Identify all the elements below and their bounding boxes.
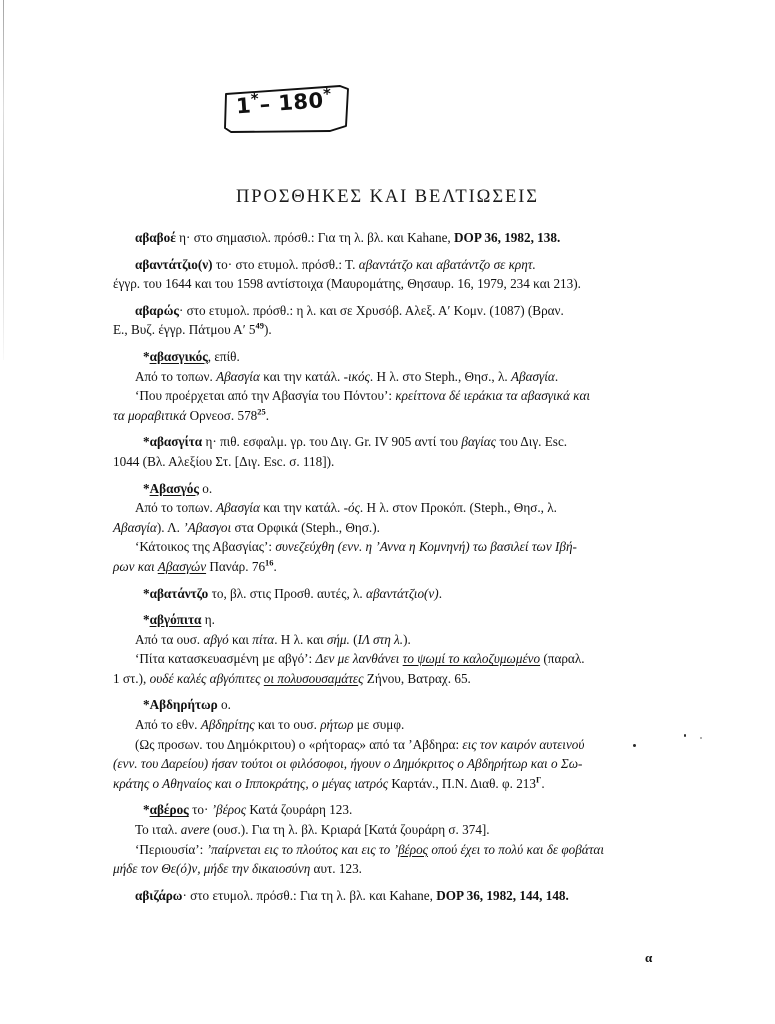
entry-body-text: η.	[201, 612, 215, 628]
folio-mark: α	[645, 950, 653, 965]
dictionary-entry	[113, 800, 658, 878]
citation-text: ’βέρος	[211, 802, 247, 818]
citation-text: ουδέ καλές αβγόπιτες	[149, 670, 264, 686]
entry-body-text: ). Λ.	[156, 519, 184, 535]
entry-body-text: ‘Κάτοικος της Αβασγίας’:	[135, 539, 276, 555]
entry-body-text: και το ουσ.	[254, 717, 321, 733]
entry-body-text: έγγρ. του 1644 και του 1598 αντίστοιχα (Μαυρομάτης, Θησαυρ. 16, 1979, 234 και 213).	[113, 276, 581, 292]
entry-text-line	[113, 452, 658, 472]
scan-speck	[633, 744, 636, 747]
entry-body-text: αυτ. 123.	[313, 861, 362, 877]
entry-text-line	[113, 754, 658, 774]
entry-body-text: .	[541, 775, 545, 791]
entry-body-text: το· στο ετυμολ. πρόσθ.: Τ.	[212, 256, 359, 272]
citation-text: το ψωμί το καλοζυμωμένο	[402, 651, 541, 667]
entry-text-line	[113, 320, 658, 340]
entry-body-text: .	[273, 558, 277, 574]
citation-text: σήμ.	[326, 631, 350, 647]
entry-headword: αβιζάρω	[135, 887, 183, 903]
superscript-reference: 16	[265, 557, 274, 568]
entry-text-line	[113, 367, 658, 387]
handwritten-annotation	[222, 82, 354, 134]
citation-text: Αβασγών	[157, 558, 207, 574]
entry-body-text: ).	[403, 631, 411, 647]
entry-headword-line	[113, 228, 658, 248]
citation-text: Αβδηρίτης	[200, 717, 255, 733]
entry-body-text: Από το τοπων.	[135, 500, 217, 516]
entry-body-text: Ζήνου, Βατραχ. 65.	[363, 670, 471, 686]
dictionary-entry	[113, 584, 658, 604]
entry-text-line	[113, 774, 658, 794]
entry-headword: *αβατάντζο	[143, 585, 209, 601]
entry-body-text: .	[438, 585, 442, 601]
entry-text-line	[113, 859, 658, 879]
entry-text-line	[113, 735, 658, 755]
dictionary-entries-column	[113, 228, 658, 912]
citation-text: εις τον καιρόν αυτεινού	[462, 736, 585, 752]
entry-headword-line	[113, 479, 658, 499]
entry-text-line	[113, 498, 658, 518]
entry-body-text: (ουσ.). Για τη λ. βλ. Κριαρά [Κατά ζουράρη σ. 374].	[209, 822, 490, 838]
entry-body-text: με συμφ.	[353, 717, 405, 733]
entry-body-text: . Η λ. στο Steph., Θησ., λ.	[369, 368, 511, 384]
entry-headword: *Αβδηρήτωρ	[143, 697, 218, 713]
dictionary-entry	[113, 695, 658, 793]
entry-headword: αβαντάτζιο(ν)	[135, 256, 213, 272]
entry-body-text: Το ιταλ.	[135, 822, 181, 838]
entry-text-line	[113, 669, 658, 689]
entry-body-text: και την κατάλ.	[259, 500, 344, 516]
page-title: ΠΡΟΣΘΗΚΕΣ ΚΑΙ ΒΕΛΤΙΩΣΕΙΣ	[236, 187, 539, 207]
entry-body-text: , επίθ.	[207, 348, 240, 364]
citation-text: αβαντάτζιο(ν)	[366, 585, 439, 601]
citation-text: -ικός	[343, 368, 370, 384]
entry-text-line	[113, 274, 658, 294]
entry-body-text: (παραλ.	[540, 651, 585, 667]
entry-text-line	[113, 820, 658, 840]
entry-headword-line	[113, 432, 658, 452]
citation-text: ΙΛ στη λ.	[357, 631, 404, 647]
entry-body-text: η· πιθ. εσφαλμ. γρ. του Διγ. Gr. IV 905 αντί του	[202, 434, 462, 450]
bibliographic-reference: *	[143, 348, 150, 364]
entry-body-text: Πανάρ. 76	[206, 558, 266, 574]
entry-headword-line	[113, 695, 658, 715]
citation-text: αβαντάτζο και αβατάντζο σε κρητ.	[358, 256, 536, 272]
entry-text-line	[113, 537, 658, 557]
dictionary-entry	[113, 432, 658, 471]
entry-body-text: το, βλ. στις Προσθ. αυτές, λ.	[208, 585, 367, 601]
entry-body-text: Κατά ζουράρη 123.	[246, 802, 353, 818]
citation-text: ς	[358, 670, 364, 686]
dictionary-entry	[113, 255, 658, 294]
citation-text: -ός	[343, 500, 360, 516]
entry-body-text: Ε., Βυζ. έγγρ. Πάτμου Α′ 5	[113, 322, 256, 338]
entry-body-text: και την κατάλ.	[259, 368, 344, 384]
entry-body-text: Ορνεοσ. 578	[186, 407, 258, 423]
entry-text-line	[113, 557, 658, 577]
entry-headword: Αβασγός	[149, 480, 199, 496]
entry-headword: αβαρώς	[135, 302, 179, 318]
scan-speck	[684, 734, 686, 737]
dictionary-entry	[113, 301, 658, 340]
dictionary-entry	[113, 479, 658, 577]
entry-text-line	[113, 715, 658, 735]
entry-body-text: .	[554, 368, 559, 384]
entry-text-line	[113, 518, 658, 538]
entry-headword-line	[113, 584, 658, 604]
entry-body-text: η· στο σημασιολ. πρόσθ.: Για τη λ. βλ. και Kahane,	[175, 230, 455, 245]
entry-body-text: ‘Που προέρχεται από την Αβασγία του Πόντου’:	[135, 388, 396, 404]
entry-body-text: Από το τοπων.	[135, 368, 217, 384]
scan-speck	[700, 737, 702, 739]
citation-text: ρων και	[113, 558, 158, 574]
entry-headword: αβγόπιτα	[149, 612, 202, 628]
entry-text-line	[113, 840, 658, 860]
citation-text: αβγό	[203, 631, 229, 647]
entry-body-text: · στο ετυμολ. πρόσθ.: Για τη λ. βλ. και Kahane,	[182, 887, 437, 903]
dictionary-entry	[113, 610, 658, 688]
citation-text: κράτης ο Αθηναίος και ο Ιπποκράτης, ο μέγας ιατρός	[113, 775, 389, 791]
entry-headword: αβαβοέ	[135, 230, 176, 245]
entry-body-text: και	[228, 631, 253, 647]
citation-text: οπού έχει το πολύ και δε φοβάται	[428, 841, 605, 857]
entry-headword: αβασγικός	[149, 348, 208, 364]
entry-headword-line	[113, 347, 658, 367]
entry-body-text: του Διγ. Esc.	[496, 434, 568, 450]
citation-text: Δεν με λανθάνει	[315, 651, 403, 667]
citation-text: τα μοραβιτικά	[113, 407, 187, 423]
entry-body-text: Από το εθν.	[135, 717, 201, 733]
entry-headword: αβέρος	[149, 802, 189, 818]
scan-edge-artifact	[3, 0, 4, 360]
entry-body-text: ).	[263, 322, 272, 338]
dictionary-entry	[113, 228, 658, 248]
citation-text: avere	[180, 822, 210, 838]
entry-body-text: .	[265, 407, 269, 423]
entry-body-text: 1044 (Βλ. Αλεξίου Στ. [Διγ. Esc. σ. 118]).	[113, 453, 335, 469]
entry-body-text: στα Ορφικά (Steph., Θησ.).	[231, 519, 380, 535]
bibliographic-reference: *	[143, 612, 150, 628]
entry-headword-line	[113, 610, 658, 630]
citation-text: βαγίας	[461, 434, 497, 450]
entry-body-text: Από τα ουσ.	[135, 631, 204, 647]
entry-headword: *αβασγίτα	[143, 434, 203, 450]
entry-text-line	[113, 406, 658, 426]
citation-text: ’παίρνεται εις το πλούτος και εις το ’	[206, 841, 398, 857]
citation-text: μήδε τον Θε(ό)ν, μήδε την δικαιοσύνη	[113, 861, 314, 877]
entry-body-text: · στο ετυμολ. πρόσθ.: η λ. και σε Χρυσόβ. Αλεξ. Α′ Κομν. (1087) (Βραν.	[178, 302, 564, 318]
entry-body-text: ο.	[198, 480, 213, 496]
citation-text: Αβασγία	[216, 500, 260, 516]
superscript-reference: 25	[257, 406, 266, 417]
entry-headword-line	[113, 886, 658, 906]
citation-text: ’Αβασγοι	[183, 519, 232, 535]
handwritten-note-text: 1*– 180*	[235, 84, 333, 119]
bibliographic-reference: DOP 36, 1982, 138.	[454, 230, 561, 245]
entry-headword-line	[113, 800, 658, 820]
entry-text-line	[113, 649, 658, 669]
entry-text-line	[113, 630, 658, 650]
entry-body-text: ‘Πίτα κατασκευασμένη με αβγό’:	[135, 651, 316, 667]
bibliographic-reference: *	[143, 480, 150, 496]
entry-headword-line	[113, 255, 658, 275]
entry-body-text: 1 στ.),	[113, 670, 150, 686]
bibliographic-reference: *	[143, 802, 150, 818]
entry-body-text: (	[349, 631, 358, 647]
citation-text: συνεζεύχθη (ενν. η ’Αννα η Κομνηνή) τω βασιλεί των Ιβή-	[275, 539, 577, 555]
bibliographic-reference: DOP 36, 1982, 144, 148.	[436, 887, 569, 903]
citation-text: πίτα	[252, 631, 275, 647]
citation-text: Αβασγία	[113, 519, 157, 535]
citation-text: Αβασγία	[510, 368, 555, 384]
citation-text: βέρος	[397, 841, 429, 857]
entry-body-text: . Η λ. και	[274, 631, 327, 647]
dictionary-entry	[113, 886, 658, 906]
citation-text: Αβασγία	[216, 368, 260, 384]
superscript-reference: Γ	[535, 774, 542, 785]
entry-body-text: Καρτάν., Π.Ν. Διαθ. φ. 213	[388, 775, 536, 791]
superscript-reference: 49	[255, 320, 264, 331]
entry-body-text: το·	[188, 802, 212, 818]
entry-headword-line	[113, 301, 658, 321]
citation-text: ρήτωρ	[320, 717, 354, 733]
citation-text: οι πολυσουσαμάτε	[263, 670, 359, 686]
dictionary-entry	[113, 347, 658, 425]
entry-body-text: ο.	[217, 697, 231, 713]
entry-text-line	[113, 386, 658, 406]
citation-text: κρείττονα δέ ιεράκια τα αβασγικά και	[395, 388, 591, 404]
citation-text: (ενν. του Δαρείου) ήσαν τούτοι οι φιλόσοφοι, ήγουν ο Δημόκριτος ο Αβδηρήτωρ και ο Σω-	[113, 756, 583, 772]
entry-body-text: (Ως προσων. του Δημόκριτου) ο «ρήτορας» από τα ’Αβδηρα:	[135, 736, 463, 752]
entry-body-text: . Η λ. στον Προκόπ. (Steph., Θησ., λ.	[359, 500, 557, 516]
entry-body-text: ‘Περιουσία’:	[135, 841, 207, 857]
